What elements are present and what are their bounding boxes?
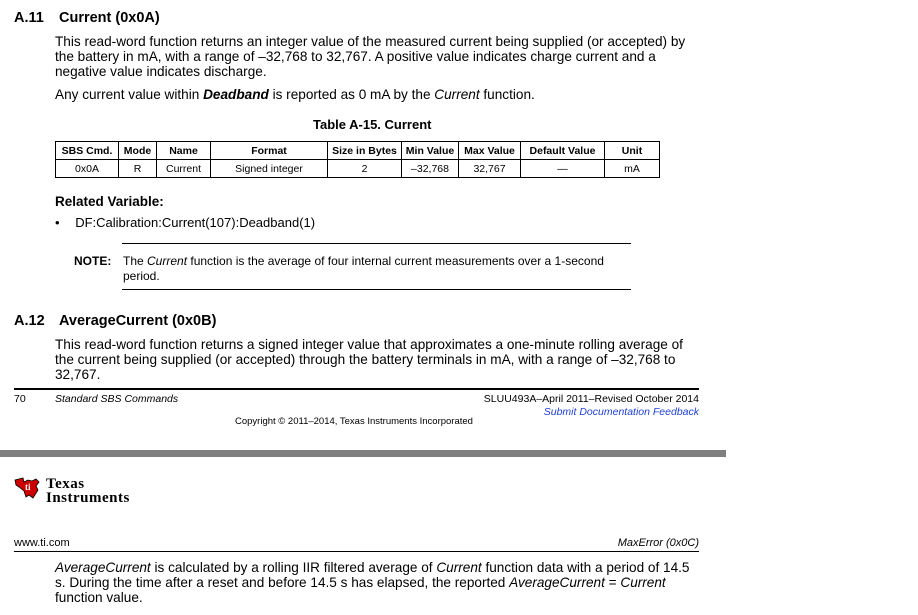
current-table [55,141,660,178]
table-cell: 32,767 [459,160,521,178]
table-header-cell: SBS Cmd. [56,142,119,160]
logo-text-instruments: Instruments [46,489,130,506]
table-cell: –32,768 [402,160,459,178]
table-row [56,160,660,178]
section-number: A.11 [14,10,44,26]
text-run: function is the average of four internal current measurements over a 1-second period. [123,254,604,283]
text-run: function. [479,87,535,102]
header-rule [14,551,699,552]
ti-logo [14,476,130,505]
table-caption: Table A-15. Current [313,117,432,132]
table-header-cell: Size in Bytes [328,142,402,160]
note-bottom-rule [122,289,631,290]
table-cell: 0x0A [56,160,119,178]
footer-rule [14,388,699,390]
table-header-cell: Mode [119,142,157,160]
text-run: = [604,575,621,590]
text-run: function data with a period of 14.5 s. During the time after a reset and before 14.5 s has elapsed, the reported [55,560,690,590]
note-text [123,254,628,284]
section-title: Current (0x0A) [59,10,160,26]
section-number: A.12 [14,313,45,329]
text-run: function value. [55,590,143,605]
text-run: Current [434,87,480,102]
text-run: Deadband [203,87,269,102]
page-separator [0,450,726,457]
svg-text:ti: ti [25,482,31,492]
table-header-cell: Name [157,142,211,160]
related-variable-text: DF:Calibration:Current(107):Deadband(1) [75,215,316,230]
text-run: AverageCurrent [55,560,151,575]
text-run: is calculated by a rolling IIR filtered average of [150,560,437,575]
a12-paragraph-1 [55,337,705,382]
table-cell: Current [157,160,211,178]
table-header-cell: Format [211,142,328,160]
section-heading-a11 [14,10,160,26]
website-link[interactable]: www.ti.com [14,537,70,549]
a11-paragraph-2 [55,87,705,102]
a11-paragraph-1 [55,34,705,79]
text-run: Current [147,254,188,268]
document-id: SLUU493A–April 2011–Revised October 2014 [483,393,699,405]
table-cell: R [119,160,157,178]
table-header-cell: Min Value [402,142,459,160]
text-run: The [123,254,148,268]
table-cell: 2 [328,160,402,178]
text-run: Current [620,575,666,590]
table-header-cell: Max Value [459,142,521,160]
bullet: • [55,215,60,230]
text-run: This read-word function returns a signed integer value that approximates a one-minute rolling average of the current being supplied (or accepted) through the battery terminals in mA, with a range of –32,768 to 32,767. [55,337,683,382]
submit-feedback-link[interactable]: Submit Documentation Feedback [543,406,699,418]
section-title: AverageCurrent (0x0B) [59,313,217,329]
next-page-paragraph [55,560,695,605]
logo-text-texas: Texas [46,475,85,492]
section-heading-a12 [14,313,216,329]
footer-section-name: Standard SBS Commands [55,393,179,405]
table-header-cell: Unit [605,142,660,160]
note-label: NOTE: [74,254,112,268]
ti-logo-icon [14,476,44,505]
text-run: is reported as 0 mA by the [268,87,435,102]
copyright: Copyright © 2011–2014, Texas Instruments Incorporated [235,416,473,427]
table-header-cell: Default Value [521,142,605,160]
table-cell: Signed integer [211,160,328,178]
text-run: AverageCurrent [509,575,605,590]
logo-line-1 [46,477,130,491]
running-head: MaxError (0x0C) [617,537,699,549]
text-run: Current [436,560,482,575]
text-run: This read-word function returns an integer value of the measured current being supplied (or accepted) by the battery in mA, with a range of –32,768 to 32,767. A positive value indicates charge current and a negative value indicates discharge. [55,34,686,79]
text-run: Any current value within [55,87,204,102]
related-variable-item [55,215,315,230]
table-cell: mA [605,160,660,178]
note-top-rule [122,243,631,244]
related-variable-heading: Related Variable: [55,194,164,209]
logo-line-2 [46,491,130,505]
table-cell: — [521,160,605,178]
table-header-row [56,142,660,160]
page-number: 70 [14,393,26,405]
